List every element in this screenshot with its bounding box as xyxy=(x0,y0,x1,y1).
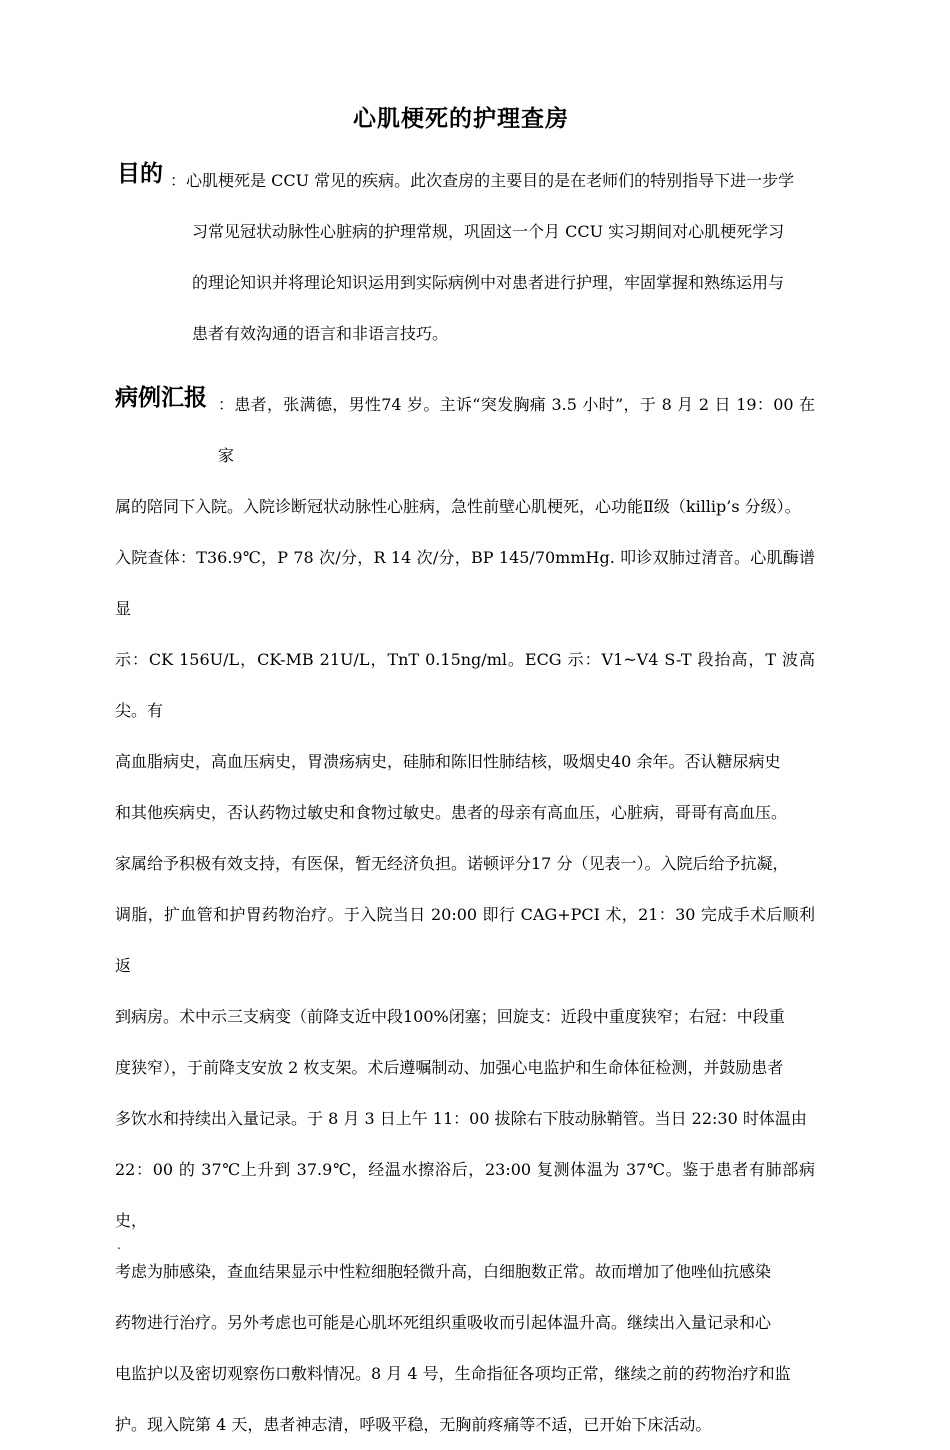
case-line: ：患者，张满德，男性74 岁。主诉“突发胸痛 3.5 小时”，于 8 月 2 日 19：00 在家 xyxy=(218,395,815,465)
purpose-paragraph xyxy=(170,155,820,359)
case-line: 入院查体：T36.9℃，P 78 次/分，R 14 次/分，BP 145/70mmHg. 叩诊双肺过清音。心肌酶谱显 xyxy=(115,548,815,618)
purpose-line: 的理论知识并将理论知识运用到实际病例中对患者进行护理，牢固掌握和熟练运用与 xyxy=(192,273,785,292)
purpose-heading: 目的 xyxy=(117,161,163,187)
case-line: 家属给予积极有效支持，有医保，暂无经济负担。诺顿评分17 分（见表一）。入院后给予抗凝， xyxy=(115,854,789,873)
purpose-line: ：心肌梗死是 CCU 常见的疾病。此次查房的主要目的是在老师们的特别指导下进一步学 xyxy=(170,171,795,190)
case-line: 到病房。术中示三支病变（前降支近中段100%闭塞；回旋支：近段中重度狭窄；右冠：中段重 xyxy=(115,1007,785,1026)
case-line: 多饮水和持续出入量记录。于 8 月 3 日上午 11：00 拔除右下肢动脉鞘管。当日 22:30 时体温由 xyxy=(115,1109,807,1128)
purpose-indented-block xyxy=(170,206,820,359)
document-title: 心肌梗死的护理查房 xyxy=(353,106,569,132)
purpose-line: 习常见冠状动脉性心脏病的护理常规，巩固这一个月 CCU 实习期间对心肌梗死学习 xyxy=(192,222,785,241)
case-line: 和其他疾病史，否认药物过敏史和食物过敏史。患者的母亲有高血压，心脏病，哥哥有高血压。 xyxy=(115,803,788,822)
case-line: 调脂，扩血管和护胃药物治疗。于入院当日 20:00 即行 CAG+PCI 术，21：30 完成手术后顺利返 xyxy=(115,905,815,975)
case-line: 属的陪同下入院。入院诊断冠状动脉性心脏病，急性前壁心肌梗死，心功能Ⅱ级（killip’s 分级）。 xyxy=(115,497,801,516)
case-line: 度狭窄），于前降支安放 2 枚支架。术后遵嘱制动、加强心电监护和生命体征检测，并鼓励患者 xyxy=(115,1058,784,1077)
case-line: 考虑为肺感染，查血结果显示中性粒细胞轻微升高，白细胞数正常。故而增加了他唑仙抗感染 xyxy=(115,1262,772,1281)
purpose-line: 患者有效沟通的语言和非语言技巧。 xyxy=(192,324,449,343)
footer-mark: . xyxy=(117,1238,121,1252)
case-line: 示：CK 156U/L，CK-MB 21U/L，TnT 0.15ng/ml。ECG 示：V1~V4 S-T 段抬高，T 波高尖。有 xyxy=(115,650,815,720)
case-line: 高血脂病史，高血压病史，胃溃疡病史，硅肺和陈旧性肺结核，吸烟史40 余年。否认糖尿病史 xyxy=(115,752,781,771)
case-line: 电监护以及密切观察伤口敷料情况。8 月 4 号，生命指征各项均正常，继续之前的药物治疗和监 xyxy=(115,1364,791,1383)
case-line: 22：00 的 37℃上升到 37.9℃，经温水擦浴后，23:00 复测体温为 37℃。鉴于患者有肺部病史， xyxy=(115,1160,815,1230)
case-report-paragraph xyxy=(115,379,815,1450)
case-line: 药物进行治疗。另外考虑也可能是心肌坏死组织重吸收而引起体温升高。继续出入量记录和心 xyxy=(115,1313,772,1332)
case-report-heading: 病例汇报 xyxy=(115,385,207,411)
case-line: 护。现入院第 4 天，患者神志清，呼吸平稳，无胸前疼痛等不适，已开始下床活动。 xyxy=(115,1415,712,1434)
